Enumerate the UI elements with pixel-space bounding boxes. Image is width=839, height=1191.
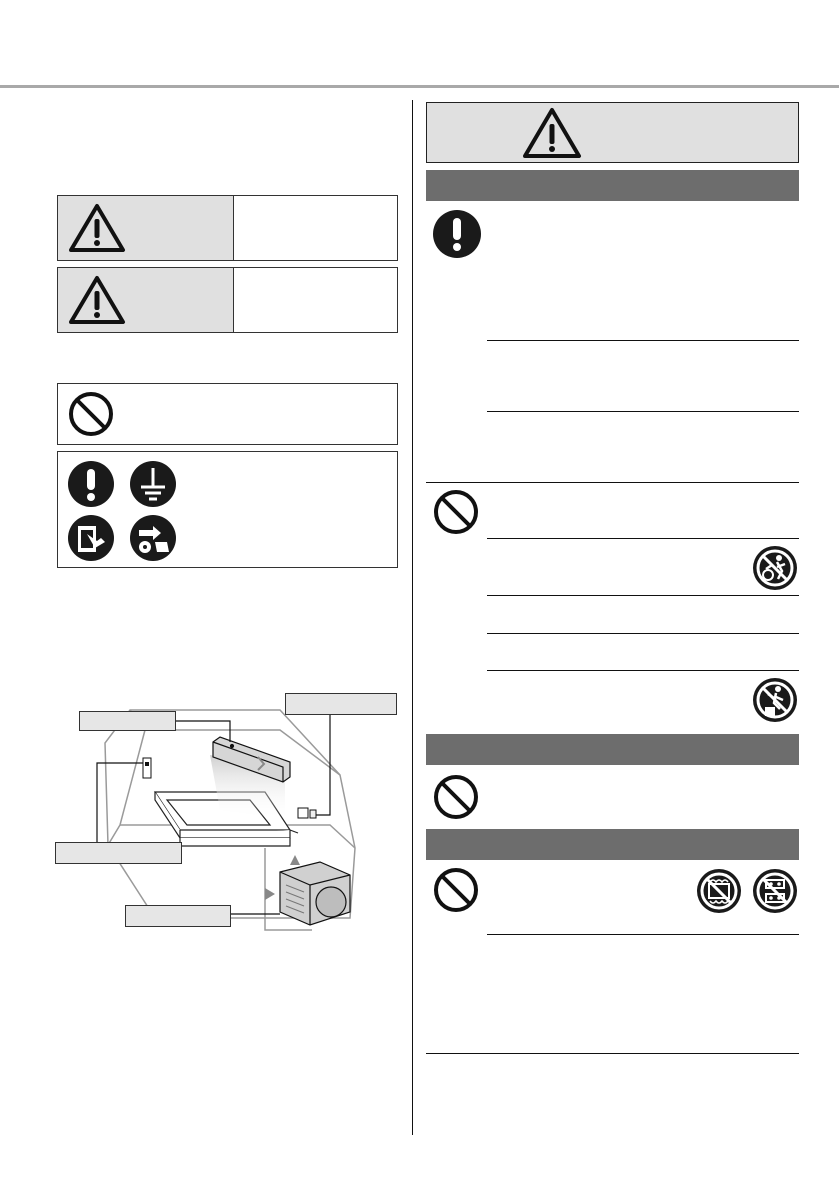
unplug-icon <box>129 514 177 562</box>
warning-banner <box>426 102 799 163</box>
socket-plug-icon <box>67 514 115 562</box>
power-plug-callout <box>285 693 397 715</box>
indoor-unit-callout <box>79 711 176 731</box>
prohibited-icon <box>432 773 480 821</box>
remote-control-callout <box>55 842 182 864</box>
section-bar <box>426 170 799 201</box>
column-divider <box>412 100 413 1135</box>
no-climbing-icon <box>752 677 798 723</box>
warning-panel <box>58 196 234 260</box>
prohibited-icon <box>432 866 480 914</box>
section-bar <box>426 734 799 765</box>
divider <box>487 934 799 935</box>
mandatory-legend-box <box>57 451 398 568</box>
exclamation-circle-icon <box>67 460 115 508</box>
divider <box>487 340 799 341</box>
divider <box>426 1053 799 1054</box>
divider <box>487 633 799 634</box>
no-touching-icon <box>752 545 798 591</box>
ground-symbol-icon <box>129 460 177 508</box>
prohibited-icon <box>432 488 480 536</box>
prohibited-legend-box <box>57 383 398 445</box>
divider <box>487 411 799 412</box>
caution-box <box>57 267 398 333</box>
no-mixing-icon <box>752 868 798 914</box>
no-humidity-icon <box>696 868 742 914</box>
caution-panel <box>58 268 234 332</box>
divider <box>487 670 799 671</box>
warning-triangle-icon <box>522 107 582 159</box>
divider <box>487 595 799 596</box>
warning-box <box>57 195 398 261</box>
outdoor-unit-callout <box>125 905 231 927</box>
exclamation-circle-icon <box>432 209 482 259</box>
section-bar <box>426 829 799 860</box>
warning-triangle-icon <box>68 275 126 325</box>
divider <box>426 482 799 483</box>
warning-triangle-icon <box>68 203 126 253</box>
prohibited-icon <box>67 390 115 438</box>
divider <box>487 538 799 539</box>
top-rule <box>0 85 839 88</box>
